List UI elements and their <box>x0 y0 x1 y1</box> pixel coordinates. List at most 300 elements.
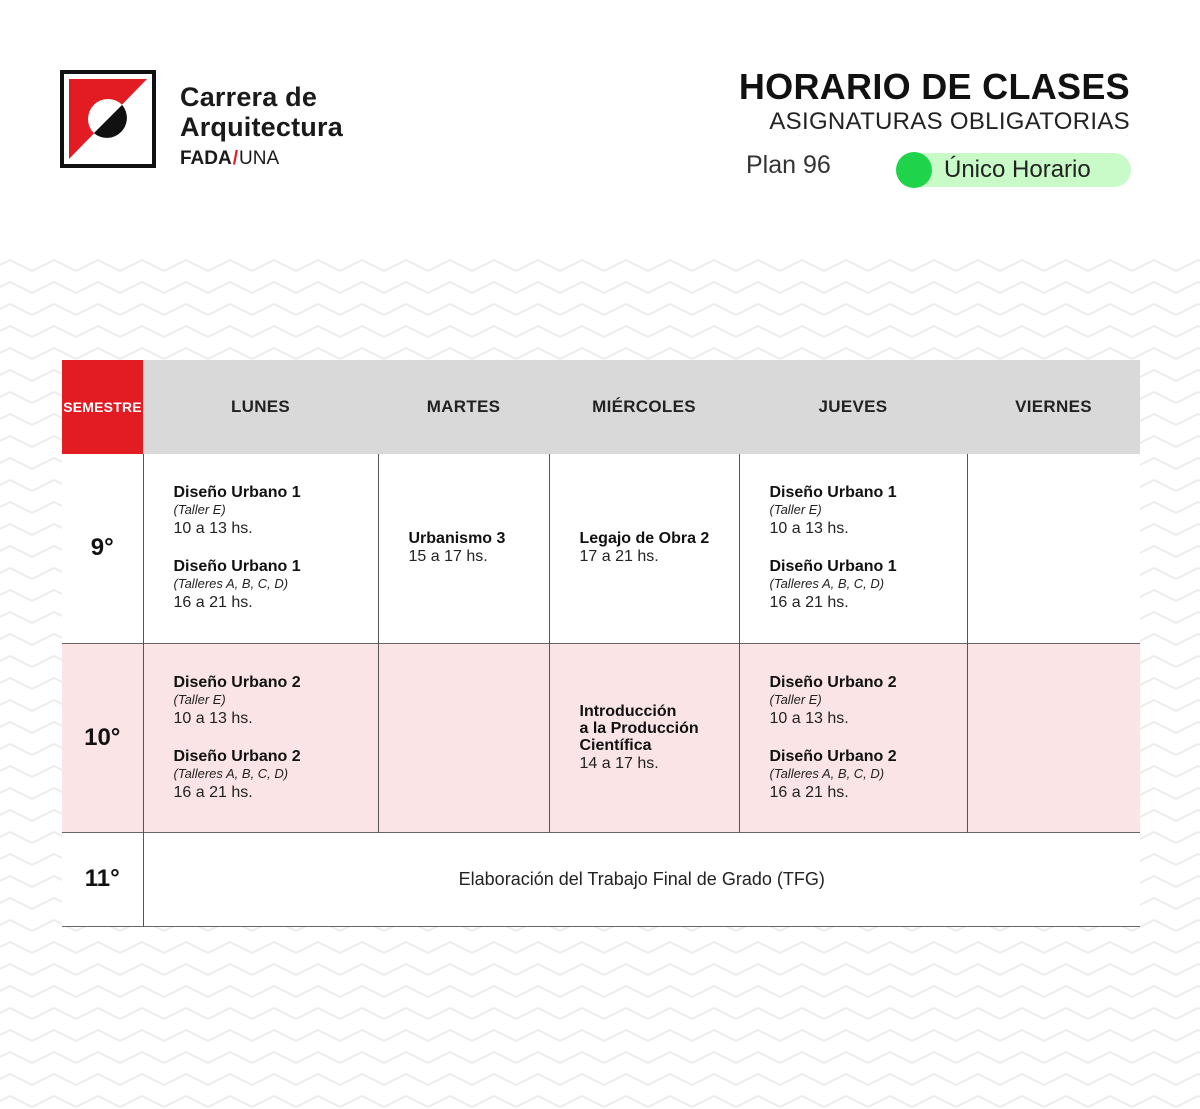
chevron-stroke <box>1176 1030 1200 1041</box>
chevron-stroke <box>956 964 1000 975</box>
chevron-stroke <box>648 260 692 271</box>
chevron-stroke <box>208 1096 252 1107</box>
chevron-stroke <box>428 942 472 953</box>
chevron-stroke <box>604 1030 648 1041</box>
chevron-stroke <box>1176 876 1200 887</box>
logo-line-1: Carrera de <box>180 82 318 112</box>
chevron-stroke <box>1176 260 1200 271</box>
chevron-stroke <box>472 1052 516 1063</box>
chevron-stroke <box>648 1052 692 1063</box>
chevron-stroke <box>164 348 208 359</box>
chevron-stroke <box>428 304 472 315</box>
chevron-stroke <box>604 1052 648 1063</box>
workshop-note: (Talleres A, B, C, D) <box>769 765 885 781</box>
chevron-stroke <box>1132 260 1176 271</box>
class-time: 16 a 21 hs. <box>173 783 253 801</box>
chevron-stroke <box>648 1008 692 1019</box>
chevron-stroke <box>340 1096 384 1107</box>
chevron-stroke <box>1132 942 1176 953</box>
chevron-stroke <box>692 942 736 953</box>
chevron-stroke <box>868 1052 912 1063</box>
chevron-stroke <box>164 964 208 975</box>
chevron-stroke <box>604 1008 648 1019</box>
chevron-stroke <box>1044 326 1088 337</box>
chevron-stroke <box>428 1074 472 1085</box>
schedule-cell <box>549 454 739 643</box>
chevron-stroke <box>340 326 384 337</box>
chevron-stroke <box>1088 260 1132 271</box>
chevron-stroke <box>516 964 560 975</box>
chevron-stroke <box>736 986 780 997</box>
chevron-stroke <box>1044 348 1088 359</box>
chevron-stroke <box>0 1074 32 1085</box>
chevron-stroke <box>0 260 32 271</box>
chevron-stroke <box>76 1008 120 1019</box>
chevron-stroke <box>1000 1074 1044 1085</box>
chevron-stroke <box>868 1096 912 1107</box>
chevron-stroke <box>780 1096 824 1107</box>
class-time: 10 a 13 hs. <box>173 709 253 727</box>
chevron-stroke <box>868 326 912 337</box>
chevron-stroke <box>1000 282 1044 293</box>
chevron-stroke <box>1176 568 1200 579</box>
chevron-stroke <box>120 1052 164 1063</box>
chevron-stroke <box>0 920 32 931</box>
chevron-stroke <box>736 1008 780 1019</box>
chevron-stroke <box>32 1030 76 1041</box>
chevron-stroke <box>1132 1074 1176 1085</box>
chevron-stroke <box>1176 502 1200 513</box>
chevron-stroke <box>560 1030 604 1041</box>
chevron-stroke <box>296 304 340 315</box>
chevron-stroke <box>560 348 604 359</box>
chevron-stroke <box>1044 304 1088 315</box>
cell-content <box>550 703 739 773</box>
header-day: JUEVES <box>739 360 967 454</box>
chevron-stroke <box>0 524 32 535</box>
chevron-stroke <box>1176 810 1200 821</box>
chevron-stroke <box>0 898 32 909</box>
chevron-stroke <box>912 1052 956 1063</box>
chevron-stroke <box>208 282 252 293</box>
subject-name: Diseño Urbano 1 <box>769 558 897 576</box>
chevron-stroke <box>76 1052 120 1063</box>
chevron-stroke <box>824 260 868 271</box>
chevron-stroke <box>956 1074 1000 1085</box>
chevron-stroke <box>296 282 340 293</box>
chevron-stroke <box>868 1074 912 1085</box>
chevron-stroke <box>0 414 32 425</box>
chevron-stroke <box>164 304 208 315</box>
chevron-stroke <box>164 260 208 271</box>
class-time: 16 a 21 hs. <box>769 783 849 801</box>
chevron-stroke <box>516 1096 560 1107</box>
chevron-stroke <box>1132 986 1176 997</box>
chevron-stroke <box>824 986 868 997</box>
chevron-stroke <box>1176 832 1200 843</box>
chevron-stroke <box>252 1074 296 1085</box>
chevron-stroke <box>164 1096 208 1107</box>
chevron-stroke <box>32 1052 76 1063</box>
chevron-stroke <box>252 1030 296 1041</box>
chevron-stroke <box>516 942 560 953</box>
chevron-stroke <box>1176 634 1200 645</box>
chevron-stroke <box>0 700 32 711</box>
chevron-stroke <box>296 326 340 337</box>
chevron-stroke <box>296 1096 340 1107</box>
chevron-stroke <box>516 1052 560 1063</box>
chevron-stroke <box>692 1096 736 1107</box>
schedule-table <box>62 360 1140 927</box>
logo-icon <box>60 70 156 168</box>
logo-line-2: Arquitectura <box>180 112 343 142</box>
chevron-stroke <box>296 942 340 953</box>
chevron-stroke <box>384 964 428 975</box>
chevron-stroke <box>648 304 692 315</box>
chevron-stroke <box>472 260 516 271</box>
chevron-stroke <box>1176 326 1200 337</box>
semester-cell: 11° <box>84 865 120 892</box>
chevron-stroke <box>384 326 428 337</box>
chevron-stroke <box>0 436 32 447</box>
chevron-stroke <box>1088 304 1132 315</box>
chevron-stroke <box>76 1074 120 1085</box>
chevron-stroke <box>0 942 32 953</box>
chevron-stroke <box>736 260 780 271</box>
chevron-stroke <box>0 590 32 601</box>
chevron-stroke <box>252 282 296 293</box>
chevron-stroke <box>824 282 868 293</box>
chevron-stroke <box>1132 964 1176 975</box>
schedule-type-badge <box>896 153 1131 187</box>
subject-name: Introducción <box>579 702 677 720</box>
chevron-stroke <box>1176 480 1200 491</box>
semester-cell: 9° <box>90 534 114 562</box>
chevron-stroke <box>1088 1008 1132 1019</box>
status-dot-icon <box>896 152 932 188</box>
chevron-stroke <box>1000 1030 1044 1041</box>
chevron-stroke <box>208 986 252 997</box>
chevron-stroke <box>1088 942 1132 953</box>
chevron-stroke <box>252 986 296 997</box>
chevron-stroke <box>1176 700 1200 711</box>
chevron-stroke <box>736 942 780 953</box>
chevron-stroke <box>76 964 120 975</box>
chevron-stroke <box>32 964 76 975</box>
plan-label: Plan 96 <box>746 151 831 179</box>
chevron-stroke <box>1044 1030 1088 1041</box>
chevron-stroke <box>1176 612 1200 623</box>
chevron-stroke <box>912 1008 956 1019</box>
logo-wordmark <box>180 82 343 170</box>
chevron-stroke <box>780 304 824 315</box>
chevron-stroke <box>648 348 692 359</box>
class-time: 14 a 17 hs. <box>579 754 659 772</box>
chevron-stroke <box>824 326 868 337</box>
chevron-stroke <box>384 986 428 997</box>
chevron-stroke <box>516 348 560 359</box>
chevron-stroke <box>1088 348 1132 359</box>
chevron-stroke <box>252 1096 296 1107</box>
class-time: 15 a 17 hs. <box>408 548 488 566</box>
chevron-stroke <box>1176 590 1200 601</box>
chevron-stroke <box>428 1052 472 1063</box>
chevron-stroke <box>32 326 76 337</box>
header-semester: SEMESTRE <box>62 360 143 454</box>
chevron-stroke <box>0 1052 32 1063</box>
chevron-stroke <box>1176 414 1200 425</box>
workshop-note: (Taller E) <box>173 502 226 518</box>
chevron-stroke <box>1176 370 1200 381</box>
chevron-stroke <box>296 1008 340 1019</box>
chevron-stroke <box>604 942 648 953</box>
chevron-stroke <box>1176 854 1200 865</box>
chevron-stroke <box>560 260 604 271</box>
chevron-stroke <box>780 942 824 953</box>
chevron-stroke <box>384 1008 428 1019</box>
chevron-stroke <box>472 1008 516 1019</box>
chevron-stroke <box>0 1008 32 1019</box>
chevron-stroke <box>0 986 32 997</box>
class-time: 16 a 21 hs. <box>173 594 253 612</box>
chevron-stroke <box>736 1096 780 1107</box>
chevron-stroke <box>472 348 516 359</box>
chevron-stroke <box>1132 348 1176 359</box>
subject-name: Diseño Urbano 2 <box>769 673 897 691</box>
header-day: MARTES <box>378 360 549 454</box>
schedule-cell <box>967 454 1140 643</box>
chevron-stroke <box>604 326 648 337</box>
chevron-stroke <box>252 260 296 271</box>
chevron-stroke <box>76 260 120 271</box>
chevron-stroke <box>824 304 868 315</box>
chevron-stroke <box>76 1030 120 1041</box>
schedule-cell <box>967 643 1140 832</box>
chevron-stroke <box>560 1052 604 1063</box>
chevron-stroke <box>560 942 604 953</box>
chevron-stroke <box>868 348 912 359</box>
chevron-stroke <box>340 1030 384 1041</box>
chevron-stroke <box>384 348 428 359</box>
chevron-stroke <box>648 1030 692 1041</box>
chevron-stroke <box>736 326 780 337</box>
chevron-stroke <box>516 260 560 271</box>
chevron-stroke <box>560 1096 604 1107</box>
chevron-stroke <box>472 942 516 953</box>
chevron-stroke <box>0 854 32 865</box>
chevron-stroke <box>912 1096 956 1107</box>
chevron-stroke <box>516 1030 560 1041</box>
class-entry <box>580 530 731 566</box>
subject-name: Científica <box>579 736 652 754</box>
chevron-stroke <box>516 1074 560 1085</box>
chevron-stroke <box>0 656 32 667</box>
schedule-cell <box>143 643 378 832</box>
chevron-stroke <box>516 1008 560 1019</box>
workshop-note: (Taller E) <box>769 691 822 707</box>
page-subtitle: ASIGNATURAS OBLIGATORIAS <box>769 108 1130 135</box>
chevron-stroke <box>0 766 32 777</box>
chevron-stroke <box>340 986 384 997</box>
subject-name: Diseño Urbano 2 <box>173 747 301 765</box>
chevron-stroke <box>32 1074 76 1085</box>
chevron-stroke <box>692 304 736 315</box>
chevron-stroke <box>780 1052 824 1063</box>
class-entry <box>174 674 370 728</box>
chevron-stroke <box>428 986 472 997</box>
logo-fada: FADA <box>180 148 232 169</box>
chevron-stroke <box>32 986 76 997</box>
chevron-stroke <box>692 1030 736 1041</box>
chevron-stroke <box>692 986 736 997</box>
chevron-stroke <box>1088 1052 1132 1063</box>
chevron-stroke <box>560 304 604 315</box>
chevron-stroke <box>824 942 868 953</box>
class-entry <box>174 484 370 538</box>
chevron-stroke <box>780 260 824 271</box>
logo-subtitle <box>180 148 343 170</box>
class-entry <box>770 674 959 728</box>
chevron-stroke <box>516 282 560 293</box>
chevron-stroke <box>340 1008 384 1019</box>
chevron-stroke <box>868 964 912 975</box>
chevron-stroke <box>692 326 736 337</box>
chevron-stroke <box>0 568 32 579</box>
chevron-stroke <box>32 304 76 315</box>
chevron-stroke <box>868 942 912 953</box>
workshop-note: (Talleres A, B, C, D) <box>769 576 885 592</box>
chevron-stroke <box>164 1074 208 1085</box>
class-time: 10 a 13 hs. <box>769 709 849 727</box>
chevron-stroke <box>384 1052 428 1063</box>
chevron-stroke <box>956 942 1000 953</box>
chevron-stroke <box>1088 1030 1132 1041</box>
chevron-stroke <box>1176 986 1200 997</box>
chevron-stroke <box>1000 1052 1044 1063</box>
chevron-stroke <box>1132 1030 1176 1041</box>
chevron-stroke <box>604 986 648 997</box>
chevron-stroke <box>296 260 340 271</box>
chevron-stroke <box>1000 986 1044 997</box>
subject-name: Diseño Urbano 2 <box>769 747 897 765</box>
chevron-stroke <box>296 348 340 359</box>
chevron-stroke <box>1088 964 1132 975</box>
chevron-stroke <box>956 348 1000 359</box>
chevron-stroke <box>208 326 252 337</box>
chevron-stroke <box>692 260 736 271</box>
chevron-stroke <box>1132 1008 1176 1019</box>
cell-content <box>144 674 378 802</box>
chevron-stroke <box>472 282 516 293</box>
chevron-stroke <box>560 1008 604 1019</box>
chevron-stroke <box>736 348 780 359</box>
chevron-stroke <box>32 1096 76 1107</box>
chevron-stroke <box>780 964 824 975</box>
chevron-stroke <box>164 942 208 953</box>
chevron-stroke <box>824 1030 868 1041</box>
schedule-cell <box>549 643 739 832</box>
chevron-stroke <box>1000 304 1044 315</box>
chevron-stroke <box>1176 744 1200 755</box>
cell-content <box>550 530 739 566</box>
subject-name: Legajo de Obra 2 <box>579 530 710 548</box>
chevron-stroke <box>296 1052 340 1063</box>
full-width-activity-cell: Elaboración del Trabajo Final de Grado (TFG) <box>143 832 1140 926</box>
chevron-stroke <box>956 1008 1000 1019</box>
workshop-note: (Taller E) <box>769 502 822 518</box>
chevron-stroke <box>1176 1008 1200 1019</box>
chevron-stroke <box>1176 942 1200 953</box>
class-entry <box>770 484 959 538</box>
semester-cell: 10° <box>84 723 121 751</box>
chevron-stroke <box>648 282 692 293</box>
chevron-stroke <box>692 348 736 359</box>
chevron-stroke <box>76 942 120 953</box>
chevron-stroke <box>120 282 164 293</box>
chevron-stroke <box>912 964 956 975</box>
chevron-stroke <box>648 1096 692 1107</box>
chevron-stroke <box>32 282 76 293</box>
class-time: 17 a 21 hs. <box>579 548 659 566</box>
chevron-stroke <box>824 1008 868 1019</box>
chevron-stroke <box>32 260 76 271</box>
subject-name: a la Producción <box>579 719 699 737</box>
chevron-stroke <box>868 986 912 997</box>
chevron-stroke <box>208 964 252 975</box>
chevron-stroke <box>472 304 516 315</box>
chevron-stroke <box>1132 1052 1176 1063</box>
chevron-stroke <box>1088 1074 1132 1085</box>
chevron-stroke <box>956 304 1000 315</box>
chevron-stroke <box>76 326 120 337</box>
chevron-stroke <box>868 260 912 271</box>
chevron-stroke <box>1000 964 1044 975</box>
chevron-stroke <box>648 964 692 975</box>
chevron-stroke <box>1176 524 1200 535</box>
chevron-stroke <box>780 1008 824 1019</box>
chevron-stroke <box>428 260 472 271</box>
chevron-stroke <box>0 480 32 491</box>
chevron-stroke <box>0 678 32 689</box>
chevron-stroke <box>956 326 1000 337</box>
chevron-stroke <box>956 1096 1000 1107</box>
chevron-stroke <box>428 964 472 975</box>
chevron-stroke <box>472 1030 516 1041</box>
chevron-stroke <box>956 282 1000 293</box>
table-header-row <box>62 360 1140 454</box>
chevron-stroke <box>604 282 648 293</box>
schedule-table-container <box>62 360 1140 927</box>
chevron-stroke <box>912 1074 956 1085</box>
chevron-stroke <box>296 1030 340 1041</box>
chevron-stroke <box>120 1074 164 1085</box>
chevron-stroke <box>1044 260 1088 271</box>
chevron-stroke <box>340 282 384 293</box>
schedule-cell <box>378 454 549 643</box>
chevron-stroke <box>692 282 736 293</box>
workshop-note: (Talleres A, B, C, D) <box>173 576 289 592</box>
chevron-stroke <box>868 1030 912 1041</box>
chevron-stroke <box>1044 986 1088 997</box>
chevron-stroke <box>1176 282 1200 293</box>
cell-content <box>740 674 967 802</box>
chevron-stroke <box>120 942 164 953</box>
chevron-stroke <box>164 326 208 337</box>
chevron-stroke <box>692 1008 736 1019</box>
chevron-stroke <box>912 282 956 293</box>
chevron-stroke <box>32 942 76 953</box>
chevron-stroke <box>604 260 648 271</box>
